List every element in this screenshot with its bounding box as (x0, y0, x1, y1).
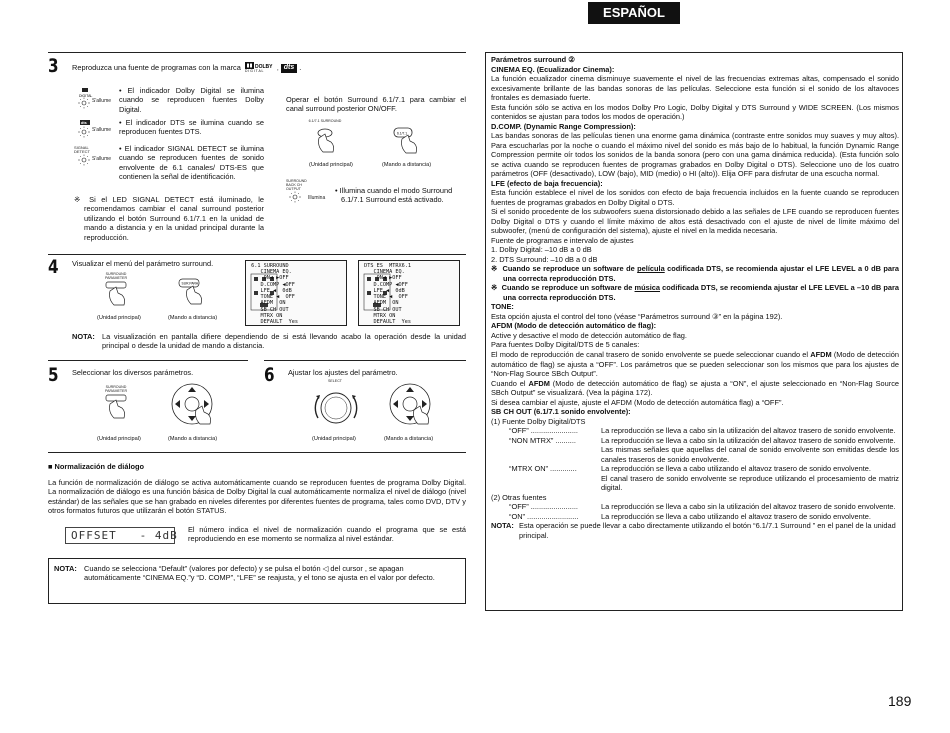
divider (48, 360, 248, 361)
step-number: 3 (48, 55, 59, 77)
caption-main-unit: (Unidad principal) (97, 315, 141, 321)
step-instruction: Reproduzca una fuente de programas con la marca DOLBY D I G I T A L , dts . (72, 63, 302, 73)
lfe-note: ※ Cuando se reproduce un software de película codificada DTS, se recomienda ajustar el LFE LEVEL a 0 dB para una correcta reproducción DTS. (491, 264, 899, 283)
bullet-dts: • El indicador DTS se ilumina cuando se reproducen fuentes DTS. (119, 118, 264, 137)
sb-options-list: “OFF” ....................... La reproducción se lleva a cabo sin la utilización del altavoz trasero de sonido envolvente. “NON MTRX” .......... La reproducción se lleva a cabo sin la utilización del altavoz trasero de sonido envolvente. Las mismas señales que aquellas del canal de sonido envolvente son emitidas desde los canales traseros de sonido envolvente. “MTRX ON” ............. La reproducción se lleva a cabo utilizando el altavoz trasero de sonido envolvente. El canal trasero de sonido envolvente se reproduce utilizando el procesamiento de matriz digital. (509, 426, 899, 493)
cursor-pad-remote[interactable] (384, 380, 438, 432)
divider (264, 360, 466, 361)
sb-other-options-list: “OFF” ....................... La reproducción se lleva a cabo sin la utilización del altavoz trasero de sonido envolvente. “ON” ......................... La reproducción se lleva a cabo utilizando el altavoz trasero de sonido envolvente. (509, 502, 896, 521)
svg-text:DIGITAL: DIGITAL (79, 94, 93, 98)
cursor-pad-remote[interactable] (166, 380, 220, 432)
surround-button-main[interactable]: 6.1/7.1 SURROUND (305, 120, 345, 158)
surround-parameter-button-remote[interactable] (177, 278, 211, 310)
note-content: NOTA: Cuando se selecciona “Default” (valores por defecto) y se pulsa el botón ◁ del cursor , se apagan automáticamente “CINEMA EQ.”y “D. COMP”, “LFE” se reajusta, y el tono se ajusta en el valor por defecto. (54, 564, 435, 583)
output-indicator: SURROUND BACK CH OUTPUT Illumina (286, 179, 326, 201)
bullet-signal-detect: • El indicador SIGNAL DETECT se ilumina cuando se reproducen fuentes de sonido envolvente de 6.1 canales/ DTS-ES que contienen la señal de identificación. (119, 144, 264, 182)
language-tab: ESPAÑOL (588, 2, 680, 24)
cinema-eq-heading: CINEMA EQ. (Ecualizador Cinema): (491, 64, 615, 74)
offset-display-note: El número indica el nivel de normalización cuando el programa que se está reproduciendo en ese momento se normaliza al nivel estándar. (188, 525, 466, 544)
surround-parameter-button-main[interactable]: SURROUND PARAMETER (98, 273, 138, 317)
dialog-norm-body: La función de normalización de diálogo se activa automáticamente cuando se reproducen fuentes de programa Dolby Digital. La normalización de diálogo es una función básica de Dolby Digital la cual automáticamente normaliza el nivel de diálogo (nivel estándar) de las señales que se han grabado en niveles diferentes por diferentes fuentes de programa, tales como DVD, DTV y otros formatos futuros que utilizarán el botón STATUS. (48, 478, 466, 516)
dcomp-heading: D.COMP. (Dynamic Range Compression): (491, 121, 636, 131)
osd-text: 6.1 SURROUND CINEMA EQ. ON◀ ▶OFF D.COMP ◀OFF LFE ◀ 0dB TONE ◀ OFF AFDM ON SB CH OUT MTRX ON DEFAULT Yes (251, 263, 298, 325)
light-icon (289, 191, 301, 202)
operate-text: Operar el botón Surround 6.1/7.1 para cambiar el canal surround posterior ON/OFF. (286, 95, 466, 114)
caption-main-unit: (Unidad principal) (309, 162, 353, 168)
tone-heading: TONE: (491, 302, 514, 312)
right-note: NOTA: Esta operación se puede llevar a cabo directamente utilizando el botón “6.1/7.1 Surround ” en el panel de la unidad principal. (491, 521, 896, 540)
step-number: 4 (48, 256, 59, 278)
page-number: 189 (888, 693, 912, 709)
light-icon (78, 154, 90, 165)
sb-ch-out-heading: SB CH OUT (6.1/7.1 sonido envolvente): (491, 407, 631, 417)
osd-screen-main (245, 260, 347, 326)
divider (48, 452, 466, 453)
dts-logo: dts (281, 64, 298, 73)
step-instruction: Seleccionar los diversos parámetros. (72, 368, 194, 377)
svg-text:6.1/7.1: 6.1/7.1 (397, 131, 408, 136)
surround-parameter-button-main[interactable]: SURROUND PARAMETER (98, 386, 138, 430)
step3-note: ※ Si el LED SIGNAL DETECT está iluminado, le recomendamos cambiar el canal surround posterior utilizando el botón Surround 6.1/7.1 en la unidad de mando a distancia y en la unidad principal durante la reproducción. (74, 195, 264, 242)
svg-text:SUR.PARA: SUR.PARA (181, 281, 199, 286)
divider (48, 254, 466, 255)
lfe-heading: LFE (efecto de baja frecuencia): (491, 178, 603, 188)
caption-main-unit: (Unidad principal) (312, 436, 356, 442)
step4-note: NOTA: La visualización en pantalla difiere dependiendo de si está llevando acabo la operación desde la unidad principal o desde la unidad de mando a distancia. (72, 332, 466, 351)
dolby-indicator: DIGITAL S'allume (74, 88, 118, 110)
select-knob-main[interactable]: SELECT (310, 380, 364, 432)
bullet-dolby: • El indicador Dolby Digital se ilumina cuando se reproducen fuentes Dolby Digital. (119, 86, 264, 114)
caption-remote: (Mando a distancia) (384, 436, 434, 442)
illum-text: • Illumina cuando el modo Surround 6.1/7.1 Surround está activado. (335, 186, 453, 205)
dts-indicator: dts S'allume (74, 120, 118, 142)
params-title: Parámetros surround ② (491, 55, 575, 64)
step-instruction: Visualizar el menú del parámetro surround. (72, 259, 214, 268)
svg-text:D I G I T A L: D I G I T A L (244, 69, 264, 73)
light-icon (78, 98, 90, 109)
signal-detect-indicator: SIGNAL DETECT S'allume (74, 146, 118, 167)
light-icon (78, 127, 90, 138)
divider (48, 52, 466, 53)
caption-main-unit: (Unidad principal) (97, 436, 141, 442)
lfe-note: ※ Cuando se reproduce un software de música codificada DTS, se recomienda ajustar el LFE LEVEL a –10 dB para una correcta reproducción DTS. (491, 283, 899, 302)
afdm-heading: AFDM (Modo de detección automático de flag): (491, 321, 657, 331)
osd-screen-remote (358, 260, 460, 326)
step-number: 5 (48, 364, 59, 386)
dolby-digital-logo (245, 62, 275, 74)
osd-text: DTS ES MTRX6.1 CINEMA EQ. ON◀ ▶OFF D.COMP ◀OFF LFE ◀ 0dB TONE ◀ OFF AFDM ON SB CH OUT MTRX ON DEFAULT Yes (364, 263, 411, 325)
params-content: Parámetros surround ② CINEMA EQ. (Ecualizador Cinema): La función ecualizador cinema disminuye suavemente el nivel de las frecuencias extremas altas, compensado el sonido excesivamente brillante de las bandas sonoras de las películas. Seleccione esta función si el sonido de los altavoces frontales es demasiado fuerte. Esta función sólo se activa en los modos Dolby Pro Logic, Dolby Digital y DTS Surround y WIDE SCREEN. (Los mismos contenidos se ajustan para todos los modos de operación.) D.COMP. (Dynamic Range Compression): Las bandas sonoras de las películas tienen una enorme gama dinámica (contraste entre sonidos muy suaves y muy altos). Para escucharlas por la noche o cuando el máximo nivel del sonido es más bajo de lo habitual, la función Dynamic Range Compression permite oír todos los sonidos de la banda sonora (pero con una gama dinámica reducida). (Esta función solo se activa cuando se reproducen fuentes de programas grabados en Dolby Digital o DTS). Seleccione uno de los cuatro parámetros (OFF (desactivado), LOW (bajo), MID (medio) o HI (alto)). Elija OFF para disfrutar de una escucha normal. LFE (efecto de baja frecuencia): Esta función establece el nivel de los sonidos con efecto de baja frecuencia incluidos en la fuente cuando se reproducen fuentes de programas grabados en Dolby Digital o DTS. Si el sonido procedente de los subwoofers suena distorsionado debido a las señales de LFE cuando se reproducen fuentes Dolby Digital o DTS y cuando el límite máximo de altos está desactivado con el ajuste de nivel de límite máximo del subwoofer, (menú de configuración del sistema), ajuste el nivel en la medida necesaria. Fuente de programas e intervalo de ajustes 1. Dolby Digital: –10 dB a 0 dB 2. DTS Surround: –10 dB a 0 dB ※ Cuando se reproduce un software de película codificada DTS, se recomienda ajustar el LFE LEVEL a 0 dB para una correcta reproducción DTS. ※ Cuando se reproduce un software de música codificada DTS, se recomienda ajustar el LFE LEVEL a –10 dB para una correcta reproducción DTS. TONE: Esta opción ajusta el control del tono (véase “Parámetros surround ③” en la página 192). AFDM (Modo de detección automático de flag): Active y desactive el modo de detección automático de flag. Para fuentes Dolby Digital/DTS de 5 canales: El modo de reproducción de canal trasero de sonido envolvente se puede seleccionar cuando el AFDM (Modo de detección automático de flag) se ajusta a “OFF”. Los parámetros que se pueden seleccionar son los mismos que para los ajustes de “Non-Flag Source SBch Output”. Cuando el AFDM (Modo de detección automático de flag) se ajusta a “ON”, el ajuste seleccionado en “Non-Flag Source SBch Output” se visualizará. (Vea la página 172). Si desea cambiar el ajuste, ajuste el AFDM (Modo de detección automática flag) a “OFF”. SB CH OUT (6.1/7.1 sonido envolvente): (1) Fuente Dolby Digital/DTS “OFF” ....................... La reproducción se lleva a cabo sin la utilización del altavoz trasero de sonido envolvente. “NON MTRX” .......... La reproducción se lleva a cabo sin la utilización del altavoz trasero de sonido envolvente. Las mismas señales que aquellas del canal de sonido envolvente son emitidas desde los canales traseros de sonido envolvente. “MTRX ON” ............. La reproducción se lleva a cabo utilizando el altavoz trasero de sonido envolvente. El canal trasero de sonido envolvente se reproduce utilizando el procesamiento de matriz digital. (2) Otras fuentes “OFF” ....................... La reproducción se lleva a cabo sin la utilización del altavoz trasero de sonido envolvente. “ON” ......................... La reproducción se lleva a cabo utilizando el altavoz trasero de sonido envolvente. NOTA: Esta operación se puede llevar a cabo directamente utilizando el botón “6.1/7.1 Surround ” en el panel de la unidad principal. (491, 55, 900, 540)
svg-text:DOLBY: DOLBY (254, 64, 273, 70)
surround-button-remote[interactable] (392, 126, 422, 158)
caption-remote: (Mando a distancia) (168, 436, 218, 442)
svg-text:dts: dts (81, 121, 87, 125)
step-instruction: Ajustar los ajustes del parámetro. (288, 368, 398, 377)
section-heading: ■ Normalización de diálogo (48, 462, 145, 471)
step-number: 6 (264, 364, 275, 386)
caption-remote: (Mando a distancia) (382, 162, 432, 168)
caption-remote: (Mando a distancia) (168, 315, 218, 321)
offset-display: OFFSET - 4dB (65, 527, 175, 544)
